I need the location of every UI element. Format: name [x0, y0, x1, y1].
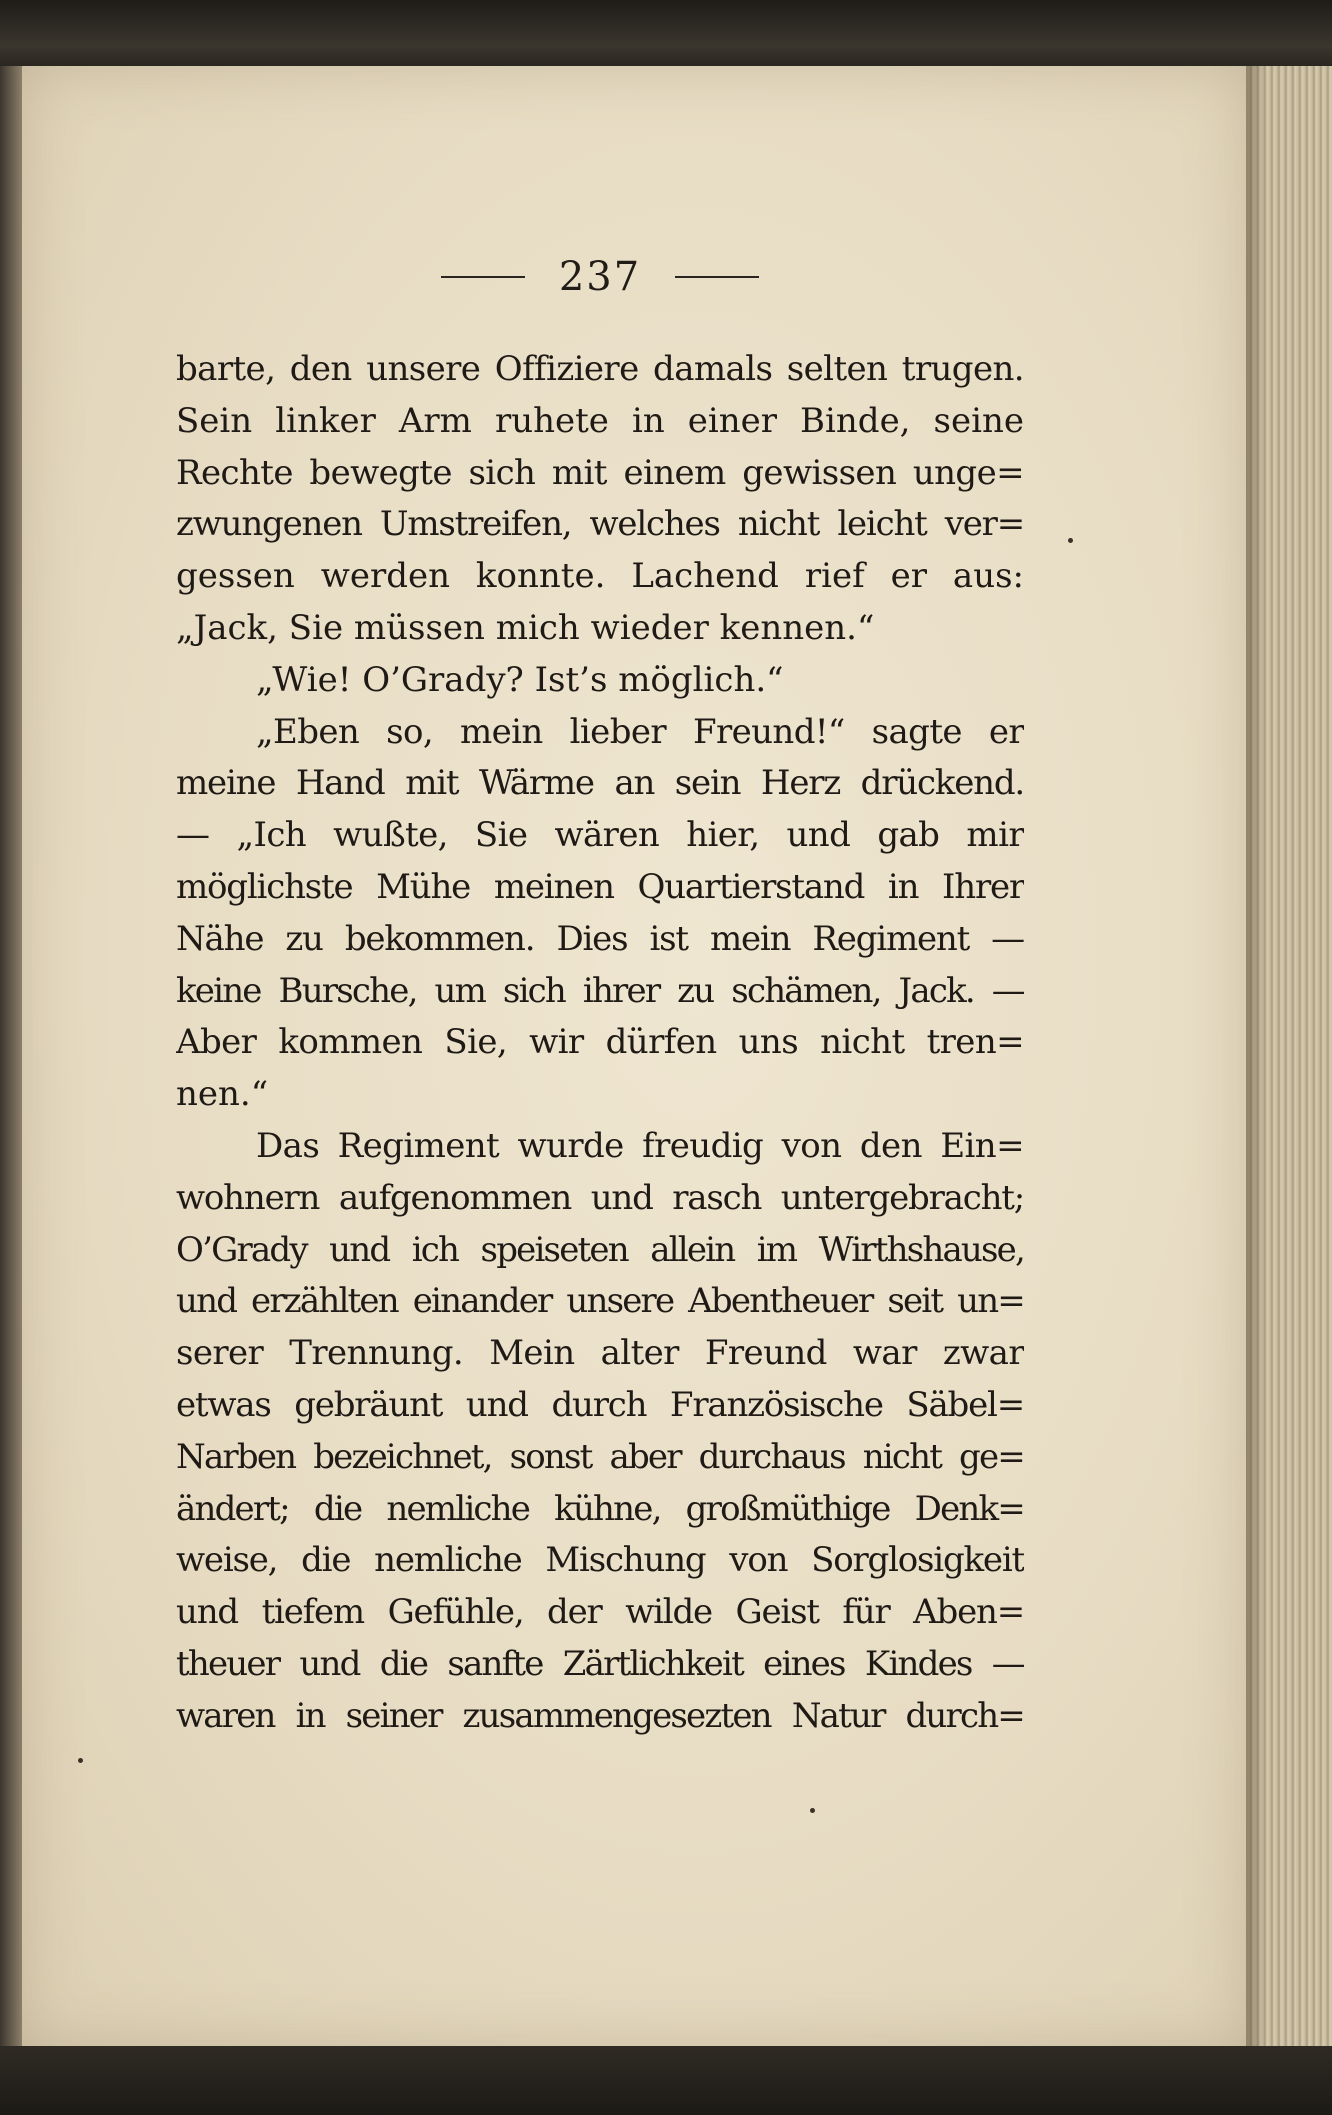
text-line: keine Bursche, um sich ihrer zu schämen, Jack. — — [176, 970, 1024, 1011]
text-line: Das Regiment wurde freudig von den Ein= — [256, 1125, 1024, 1166]
body-text — [176, 344, 1024, 1743]
book-cover-bottom — [0, 2046, 1332, 2115]
page-number: 237 — [558, 254, 642, 300]
paper-speck — [810, 1808, 815, 1813]
text-line: „Eben so, mein lieber Freund!“ sagte er — [256, 711, 1024, 752]
header-rule-right — [675, 276, 759, 278]
left-gutter — [0, 66, 22, 2046]
text-line: barte, den unsere Offiziere damals selten trugen. — [176, 349, 1024, 389]
text-line: — „Ich wußte, Sie wären hier, und gab mir — [176, 815, 1024, 856]
paper-speck — [78, 1758, 83, 1763]
text-line: theuer und die sanfte Zärtlichkeit eines Kindes — — [176, 1643, 1024, 1684]
text-line: waren in seiner zusammengesezten Natur durch= — [176, 1695, 1024, 1736]
page-edges-shadow — [1246, 66, 1266, 2046]
text-line: serer Trennung. Mein alter Freund war zwar — [176, 1333, 1024, 1374]
page-header — [390, 247, 810, 307]
text-line: „Jack, Sie müssen mich wieder kennen.“ — [176, 607, 875, 648]
text-line: zwungenen Umstreifen, welches nicht leicht ver= — [176, 504, 1024, 545]
text-line: gessen werden konnte. Lachend rief er aus: — [176, 556, 1024, 597]
text-line: meine Hand mit Wärme an sein Herz drückend. — [176, 763, 1024, 804]
text-line: Sein linker Arm ruhete in einer Binde, seine — [176, 400, 1024, 441]
text-line: nen.“ — [176, 1074, 269, 1115]
text-line: ändert; die nemliche kühne, großmüthige Denk= — [176, 1488, 1024, 1529]
book-cover-top — [0, 0, 1332, 66]
header-rule-left — [441, 276, 525, 278]
text-line: Nähe zu bekommen. Dies ist mein Regiment — — [176, 918, 1024, 959]
text-line: O’Grady und ich speiseten allein im Wirthshause, — [176, 1229, 1024, 1270]
text-line: und erzählten einander unsere Abentheuer seit un= — [176, 1281, 1024, 1322]
text-line: Aber kommen Sie, wir dürfen uns nicht tren= — [176, 1022, 1024, 1063]
text-line: wohnern aufgenommen und rasch untergebracht; — [176, 1177, 1024, 1218]
text-line: Narben bezeichnet, sonst aber durchaus nicht ge= — [176, 1436, 1024, 1477]
paper-speck — [1068, 538, 1073, 543]
text-line: etwas gebräunt und durch Französische Säbel= — [176, 1384, 1024, 1425]
text-line: weise, die nemliche Mischung von Sorglosigkeit — [176, 1540, 1024, 1581]
text-line: „Wie! O’Grady? Ist’s möglich.“ — [256, 659, 784, 700]
text-line: möglichste Mühe meinen Quartierstand in Ihrer — [176, 866, 1024, 907]
text-line: Rechte bewegte sich mit einem gewissen unge= — [176, 452, 1024, 493]
text-line: und tiefem Gefühle, der wilde Geist für Aben= — [176, 1592, 1024, 1633]
